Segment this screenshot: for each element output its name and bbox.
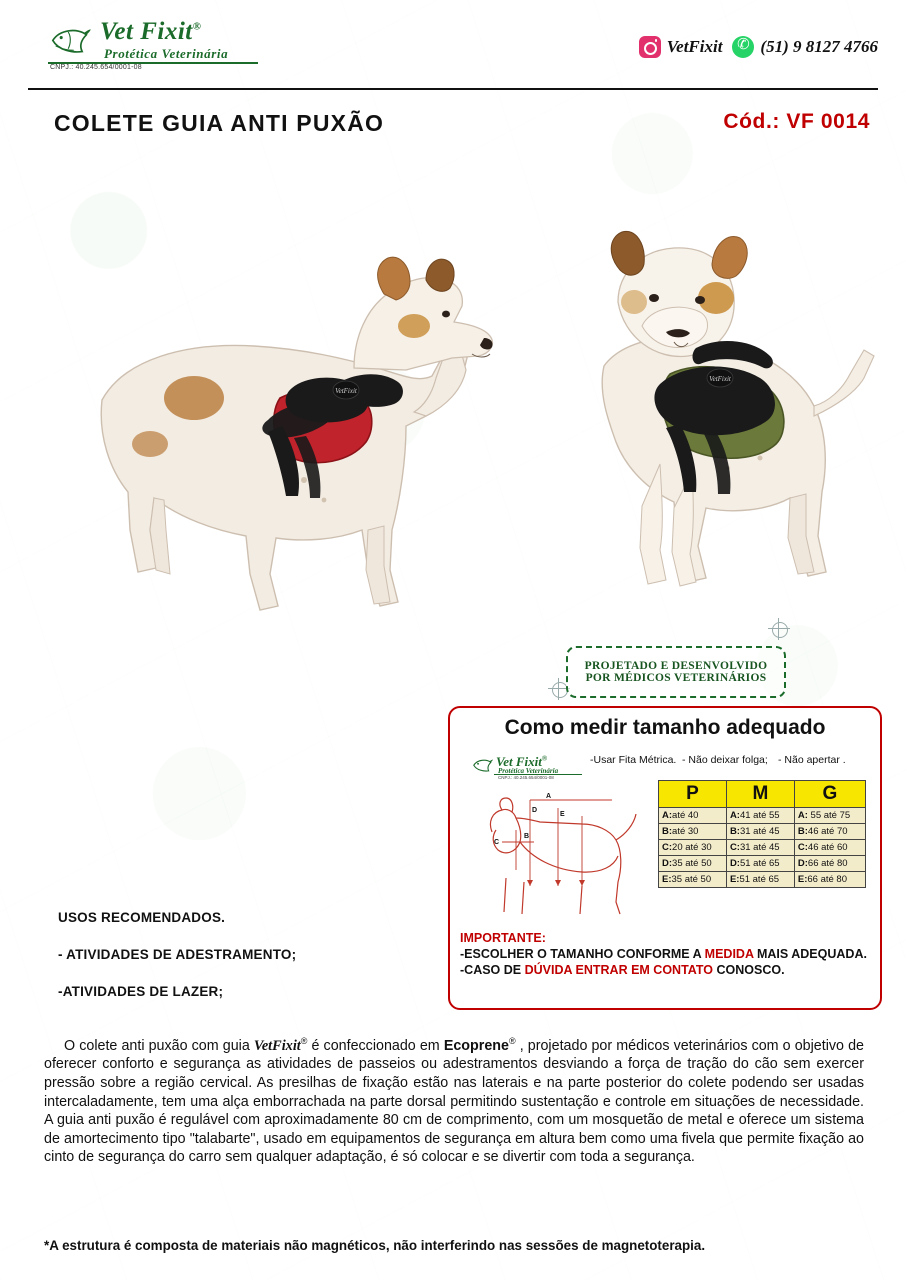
cell-g: 66 até 80 (807, 858, 848, 869)
measure-card-brand: Vet Fixit® (496, 754, 548, 769)
measure-hint-2: - Não deixar folga; (682, 754, 768, 766)
product-photo-area (14, 180, 894, 640)
instagram-handle: VetFixit (666, 37, 723, 56)
measure-guide-card (448, 706, 882, 1010)
row-key: A: (662, 810, 673, 821)
recommended-uses-heading: USOS RECOMENDADOS. (58, 910, 226, 925)
row-key: B: (797, 826, 808, 837)
dog-photo-right (484, 206, 884, 636)
row-key: B: (662, 826, 673, 837)
recommended-uses-item: -ATIVIDADES DE LAZER; (58, 984, 224, 999)
brand-cnpj: CNPJ.: 40.245.654/0001-08 (50, 64, 142, 71)
row-key: A: (797, 810, 808, 821)
cell-g: 55 até 75 (807, 810, 851, 821)
cell-g: 66 até 80 (807, 874, 847, 885)
cell-m: 31 até 45 (739, 826, 780, 837)
diagram-label-a: A (546, 793, 552, 800)
important-line-2: -CASO DE DÚVIDA ENTRAR EM CONTATO CONOSCO. (460, 963, 785, 977)
row-key: E: (662, 874, 672, 885)
size-col-p: P (659, 781, 727, 808)
table-row (659, 872, 866, 888)
row-key: E: (797, 874, 808, 885)
table-row (659, 808, 866, 824)
svg-text:VetFixit: VetFixit (335, 387, 357, 395)
dog-measurement-diagram (462, 786, 652, 926)
table-row (659, 856, 866, 872)
magnetotherapy-footnote: *A estrutura é composta de materiais não magnéticos, não interferindo nas sessões de magnetoterapia. (44, 1238, 706, 1253)
diagram-label-c: C (494, 839, 500, 846)
header-divider (28, 88, 878, 90)
measure-hints (590, 754, 870, 776)
seal-line-2: POR MÉDICOS VETERINÁRIOS (585, 672, 767, 684)
cell-m: 41 até 55 (739, 810, 780, 821)
cell-p: 20 até 30 (672, 842, 712, 853)
whatsapp-icon (732, 36, 754, 58)
cell-p: 35 até 50 (671, 874, 712, 885)
cell-m: 31 até 45 (739, 842, 780, 853)
measure-hint-1: -Usar Fita Métrica. (590, 754, 677, 766)
recommended-uses (58, 910, 438, 1021)
row-key: D: (662, 858, 673, 869)
title-row (28, 106, 878, 146)
page-title: COLETE GUIA ANTI PUXÃO (54, 110, 385, 136)
measure-card-logo (470, 754, 590, 782)
recommended-uses-item: - ATIVIDADES DE ADESTRAMENTO; (58, 947, 297, 962)
important-notice (460, 930, 872, 978)
product-code: Cód.: VF 0014 (723, 110, 870, 133)
measure-card-cnpj: CNPJ.: 40.245.654/0001-08 (498, 775, 554, 780)
fish-logo-icon (50, 22, 92, 56)
size-col-g: G (794, 781, 865, 808)
measure-hint-3: - Não apertar . (778, 754, 846, 766)
whatsapp-contact[interactable] (732, 36, 878, 58)
cell-g: 46 até 60 (807, 842, 848, 853)
row-key: D: (729, 858, 740, 869)
instagram-icon (639, 36, 661, 58)
seal-line-1: PROJETADO E DESENVOLVIDO (584, 659, 768, 672)
cell-p: até 40 (672, 810, 699, 821)
row-key: C: (729, 842, 740, 853)
product-description (44, 1036, 864, 1167)
svg-text:VetFixit: VetFixit (709, 375, 731, 383)
row-key: D: (797, 858, 808, 869)
dog-photo-left (54, 230, 504, 640)
diagram-label-d: D (532, 807, 538, 814)
whatsapp-number: (51) 9 8127 4766 (760, 37, 878, 56)
table-row (659, 840, 866, 856)
document-header (28, 14, 878, 76)
brand-subtitle: Protética Veterinária (104, 46, 229, 61)
diagram-label-b: B (524, 833, 530, 840)
fish-logo-icon (472, 756, 494, 773)
row-key: C: (797, 842, 808, 853)
size-table-header-row (659, 781, 866, 808)
brand-logo (44, 20, 294, 74)
cell-p: 35 até 50 (672, 858, 712, 869)
measure-guide-title: Como medir tamanho adequado (504, 716, 826, 739)
row-key: E: (729, 874, 740, 885)
instagram-contact[interactable] (639, 36, 723, 58)
row-key: B: (729, 826, 740, 837)
cell-g: 46 até 70 (807, 826, 848, 837)
description-paragraph: O colete anti puxão com guia VetFixit® é confeccionado em Ecoprene® , projetado por médicos veterinários com o objetivo de oferecer conforto e segurança as atividades de passeios ou adestramentos desviando a força de tração do cão sem exercer pressão sobre a região cervical. As presilhas de fixação estão nas laterais e na parte posterior do colete podendo ser usadas intercaladamente, tem uma alça emborrachada na parte dorsal permitindo sustentação e controle em situações de necessidade. A guia anti puxão é regulável com aproximadamente 80 cm de comprimento, com um mosquetão de metal e oferece um sistema de amortecimento tipo "talabarte", usado em equipamentos de segurança em altura bem como uma fivela que permite fixação ao cinto de segurança do carro sem qualquer adaptação, é só colocar e se divertir com toda a segurança. (44, 1036, 864, 1166)
brand-name: Vet Fixit® (100, 18, 202, 45)
table-row (659, 824, 866, 840)
cell-m: 51 até 65 (739, 858, 780, 869)
important-line-1: -ESCOLHER O TAMANHO CONFORME A MEDIDA MAIS ADEQUADA. (460, 947, 867, 961)
important-title: IMPORTANTE: (460, 931, 546, 945)
developed-by-vets-seal (566, 646, 786, 698)
diagram-label-e: E (560, 811, 565, 818)
measure-card-subtitle: Protética Veterinária (498, 767, 559, 775)
cell-m: 51 até 65 (739, 874, 780, 885)
size-col-m: M (726, 781, 794, 808)
cell-p: até 30 (672, 826, 699, 837)
social-contacts (639, 32, 878, 62)
size-table (658, 780, 866, 888)
row-key: C: (662, 842, 673, 853)
row-key: A: (729, 810, 740, 821)
